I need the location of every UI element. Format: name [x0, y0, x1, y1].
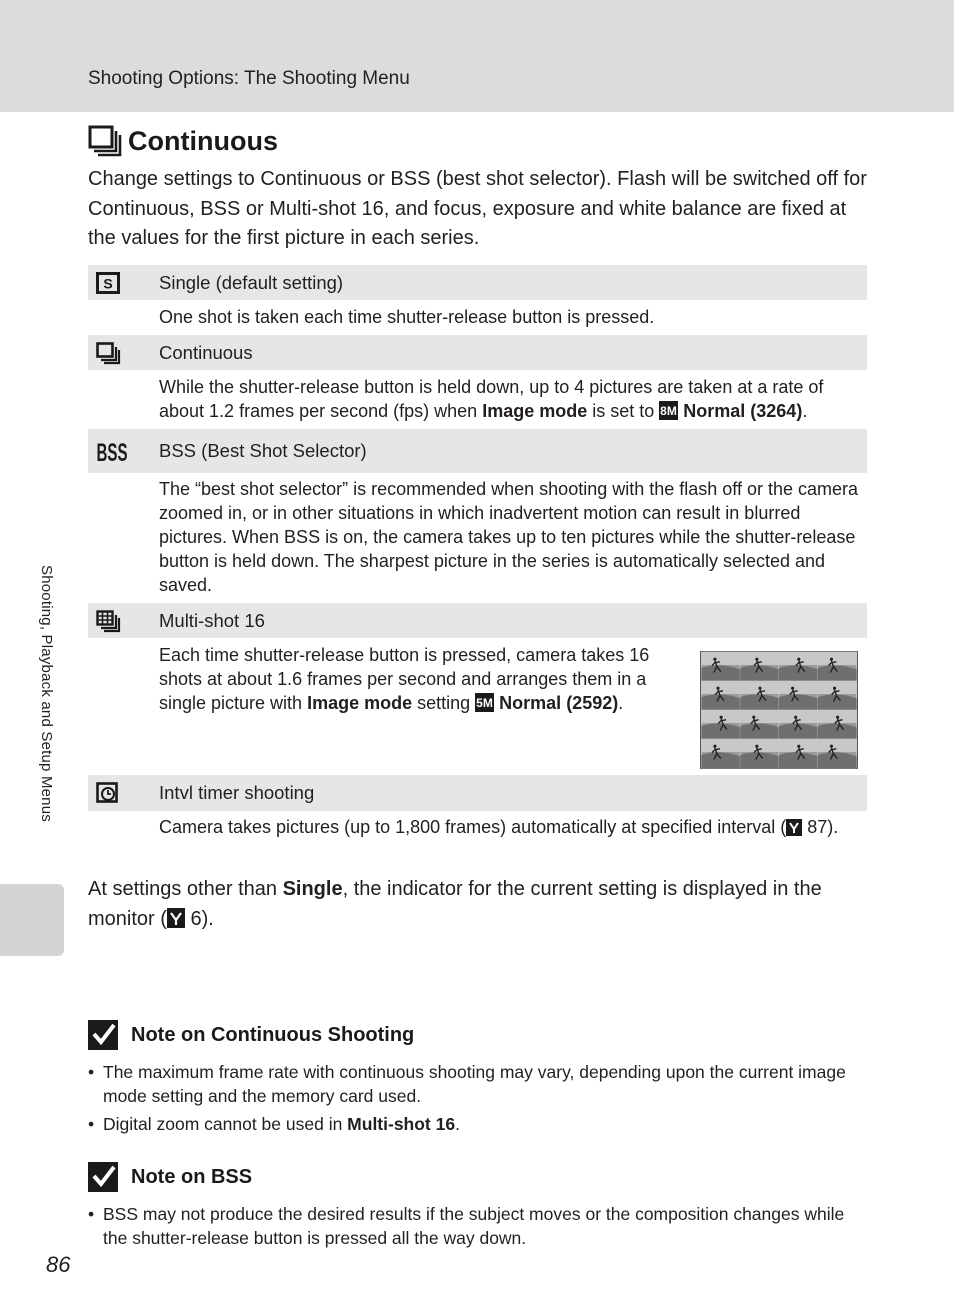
option-label: Continuous [159, 341, 253, 363]
multi-shot-frame [740, 710, 779, 739]
multi-shot-frame [740, 652, 779, 681]
single-icon [96, 272, 120, 294]
checkmark-icon [88, 1020, 118, 1050]
note-title: Note on Continuous Shooting [131, 1023, 415, 1046]
chapter-tab [0, 884, 64, 956]
note-bullet: • Digital zoom cannot be used in Multi-shot 16. [88, 1112, 868, 1136]
page-number: 86 [46, 1252, 71, 1277]
multi-shot-frame [701, 681, 740, 710]
intro-paragraph: Change settings to Continuous or BSS (best shot selector). Flash will be switched off for Continuous, BSS or Multi-shot 16, and focus, exposure and white balance are fixed at the values for the first picture in each series. [88, 168, 867, 249]
multi-shot-frame [740, 739, 779, 768]
note-bullet: • The maximum frame rate with continuous shooting may vary, depending upon the current image mode setting and the memory card used. [88, 1060, 868, 1108]
option-description: One shot is taken each time shutter-release button is pressed. [159, 307, 655, 327]
multi-shot-frame [701, 739, 740, 768]
multi-shot-icon [96, 610, 120, 632]
page-reference-icon [786, 819, 802, 842]
option-description: Camera takes pictures (up to 1,800 frames) automatically at specified interval ( 87). [159, 816, 859, 842]
svg-text:BSS: BSS [96, 439, 128, 467]
page-reference-icon [167, 908, 185, 938]
option-row-interval-timer [88, 775, 867, 811]
option-label: BSS (Best Shot Selector) [159, 440, 367, 461]
current-setting-paragraph: At settings other than Single, the indicator for the current setting is displayed in the monitor ( 6). [88, 875, 868, 937]
page-title-row [88, 124, 278, 158]
option-row-multi-shot [88, 603, 867, 638]
note-heading [88, 1162, 252, 1192]
interval-timer-icon [96, 782, 120, 804]
image-mode-5m-icon [475, 693, 494, 718]
option-description: Each time shutter-release button is pressed, camera takes 16 shots at about 1.6 frames per second and arranges them in a single picture with Image mode setting 5M Normal (2592). [159, 643, 679, 718]
continuous-icon [88, 124, 122, 158]
multi-shot-frame [779, 652, 818, 681]
header-band [0, 0, 954, 112]
side-chapter-label: Shooting, Playback and Setup Menus [38, 565, 55, 822]
multi-shot-sample-image [700, 651, 858, 769]
option-description: While the shutter-release button is held down, up to 4 pictures are taken at a rate of about 1.2 frames per second (fps) when Image mode is set to 8M Normal (3264). [159, 375, 859, 426]
multi-shot-frame [701, 710, 740, 739]
note-bullet: • BSS may not produce the desired results if the subject moves or the composition changes while the shutter-release button is pressed all the way down. [88, 1202, 868, 1250]
svg-text:S: S [103, 275, 113, 291]
multi-shot-frame [779, 681, 818, 710]
option-row-bss [88, 429, 867, 473]
option-label: Multi-shot 16 [159, 609, 265, 631]
multi-shot-frame [818, 710, 857, 739]
multi-shot-frame [818, 681, 857, 710]
option-row-continuous [88, 335, 867, 370]
multi-shot-frame [779, 710, 818, 739]
note-heading [88, 1020, 414, 1050]
checkmark-icon [88, 1162, 118, 1192]
option-row-single [88, 265, 867, 300]
section-header: Shooting Options: The Shooting Menu [88, 68, 410, 89]
image-mode-8m-icon [659, 401, 678, 426]
multi-shot-frame [740, 681, 779, 710]
bss-icon [96, 437, 128, 465]
continuous-icon [96, 342, 120, 364]
option-description: The “best shot selector” is recommended when shooting with the flash off or the camera zoomed in, or in other situations in which inadvertent motion can result in blurred pictures. When BSS is on, the camera takes up to ten pictures while the shutter-release button is held down. The sharpest picture in the series is automatically selected and saved. [159, 479, 859, 595]
note-title: Note on BSS [131, 1165, 253, 1188]
option-label: Intvl timer shooting [159, 782, 315, 803]
page-title: Continuous [128, 125, 278, 156]
multi-shot-frame [818, 652, 857, 681]
multi-shot-frame [818, 739, 857, 768]
svg-text:8M: 8M [660, 404, 678, 418]
multi-shot-frame [779, 739, 818, 768]
svg-text:5M: 5M [476, 696, 493, 710]
multi-shot-frame [701, 652, 740, 681]
option-label: Single (default setting) [159, 271, 344, 293]
